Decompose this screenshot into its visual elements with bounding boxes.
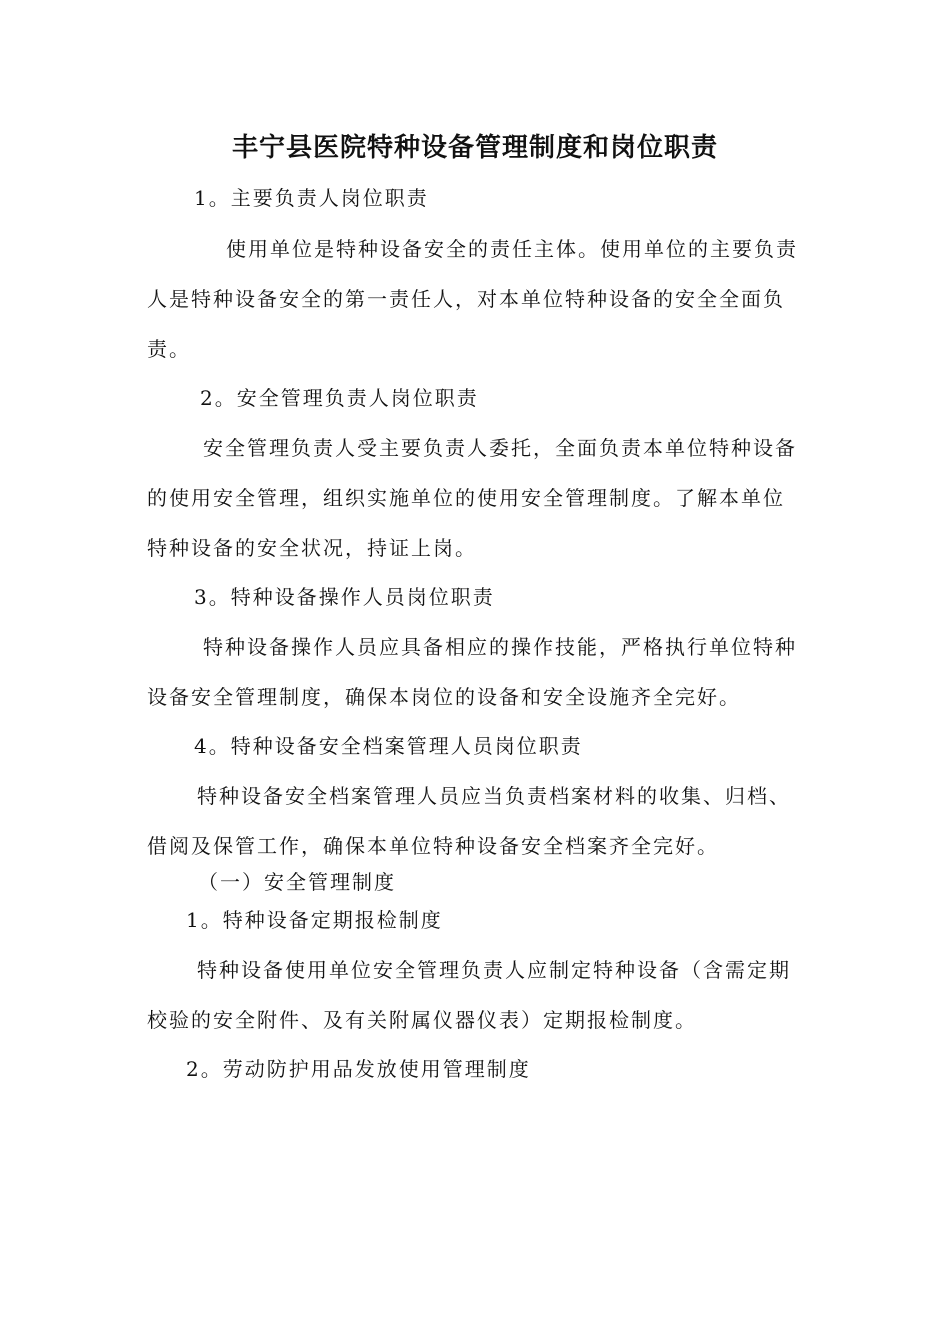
section-4-line-1: 特种设备安全档案管理人员应当负责档案材料的收集、归档、: [197, 784, 791, 808]
section-4-line-2: 借阅及保管工作，确保本单位特种设备安全档案齐全完好。: [147, 834, 719, 858]
section-1-line-3: 责。: [147, 337, 191, 361]
rule-1-line-2: 校验的安全附件、及有关附属仪器仪表）定期报检制度。: [147, 1008, 697, 1032]
part-heading: （一）安全管理制度: [198, 870, 396, 894]
section-1-line-2: 人是特种设备安全的第一责任人，对本单位特种设备的安全全面负: [147, 287, 785, 311]
section-1-line-1: 使用单位是特种设备安全的责任主体。使用单位的主要负责: [226, 237, 798, 261]
section-2-line-3: 特种设备的安全状况，持证上岗。: [147, 536, 477, 560]
section-heading-2: 2。安全管理负责人岗位职责: [200, 386, 479, 410]
section-2-line-2: 的使用安全管理，组织实施单位的使用安全管理制度。了解本单位: [147, 486, 785, 510]
section-3-line-2: 设备安全管理制度，确保本岗位的设备和安全设施齐全完好。: [147, 685, 741, 709]
section-2-line-1: 安全管理负责人受主要负责人委托，全面负责本单位特种设备: [203, 436, 797, 460]
section-heading-4: 4。特种设备安全档案管理人员岗位职责: [194, 734, 583, 758]
section-3-line-1: 特种设备操作人员应具备相应的操作技能，严格执行单位特种: [203, 635, 797, 659]
rule-1-line-1: 特种设备使用单位安全管理负责人应制定特种设备（含需定期: [197, 958, 791, 982]
document-title: 丰宁县医院特种设备管理制度和岗位职责: [231, 133, 718, 163]
rule-heading-2: 2。劳动防护用品发放使用管理制度: [186, 1057, 531, 1081]
rule-heading-1: 1。特种设备定期报检制度: [186, 908, 443, 932]
section-heading-1: 1。主要负责人岗位职责: [194, 186, 429, 210]
section-heading-3: 3。特种设备操作人员岗位职责: [194, 585, 495, 609]
